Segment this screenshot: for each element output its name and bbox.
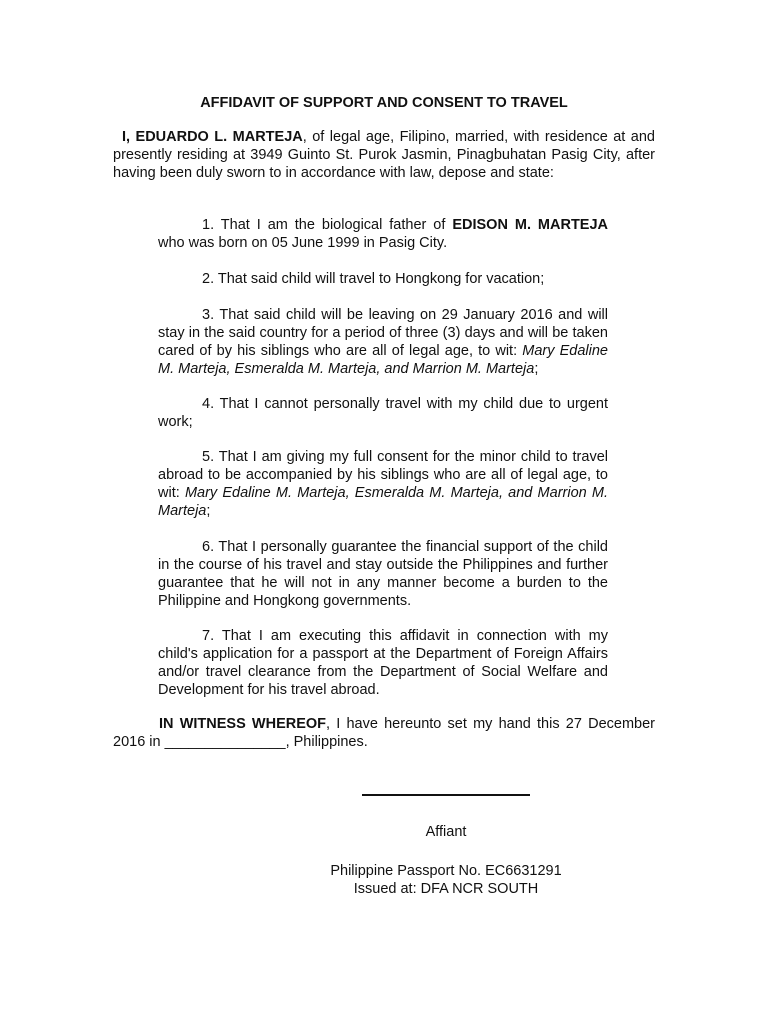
statement-item-2: 2. That said child will travel to Hongkong for vacation; [202,271,545,287]
affiant-name: I, EDUARDO L. MARTEJA [122,129,303,145]
statement-item-1 [158,216,608,252]
item-5-prefix: 5. That I am giving my full consent for the minor child to travel abroad to be accompanied by his siblings who are all of legal age, to wit: [158,449,608,501]
statement-item-5 [158,448,608,520]
witness-paragraph [113,715,655,751]
signature-line [362,794,530,796]
sibling-names: Mary Edaline M. Marteja, Esmeralda M. Marteja, and Marrion M. Marteja [158,485,609,519]
witness-heading: IN WITNESS WHEREOF [159,716,327,732]
witness-text: , I have hereunto set my hand this 27 December 2016 in _______________, Philippines. [113,716,655,750]
passport-number: Philippine Passport No. EC6631291 [330,863,562,879]
item-1-suffix: who was born on 05 June 1999 in Pasig City. [158,235,448,251]
item-5-suffix: ; [206,503,211,519]
passport-issued-at: Issued at: DFA NCR SOUTH [353,881,539,897]
intro-paragraph [113,128,655,182]
statement-item-3 [158,306,608,378]
intro-text: , of legal age, Filipino, married, with residence at and presently residing at 3949 Guinto St. Purok Jasmin, Pinagbuhatan Pasig City, after having been duly sworn to in accordance with law, depose and state: [113,129,655,181]
item-3-prefix: 3. That said child will be leaving on 29 January 2016 and will stay in the said country for a period of three (3) days and will be taken cared of by his siblings who are all of legal age, to wit: [158,307,608,359]
sibling-names: Mary Edaline M. Marteja, Esmeralda M. Marteja, and Marrion M. Marteja [158,343,608,377]
statement-item-7: 7. That I am executing this affidavit in connection with my child's application for a passport at the Department of Foreign Affairs and/or travel clearance from the Department of Social Welfare and Development for his travel abroad. [158,628,608,698]
item-3-suffix: ; [534,361,539,377]
statement-item-6: 6. That I personally guarantee the financial support of the child in the course of his travel and stay outside the Philippines and further guarantee that he will not in any manner become a burden to the Philippine and Hongkong governments. [158,539,608,609]
statement-item-4: 4. That I cannot personally travel with my child due to urgent work; [158,396,608,430]
child-name: EDISON M. MARTEJA [452,217,609,233]
item-1-prefix: 1. That I am the biological father of [202,217,453,233]
document-title: AFFIDAVIT OF SUPPORT AND CONSENT TO TRAVEL [200,95,568,111]
affiant-label: Affiant [425,824,467,840]
